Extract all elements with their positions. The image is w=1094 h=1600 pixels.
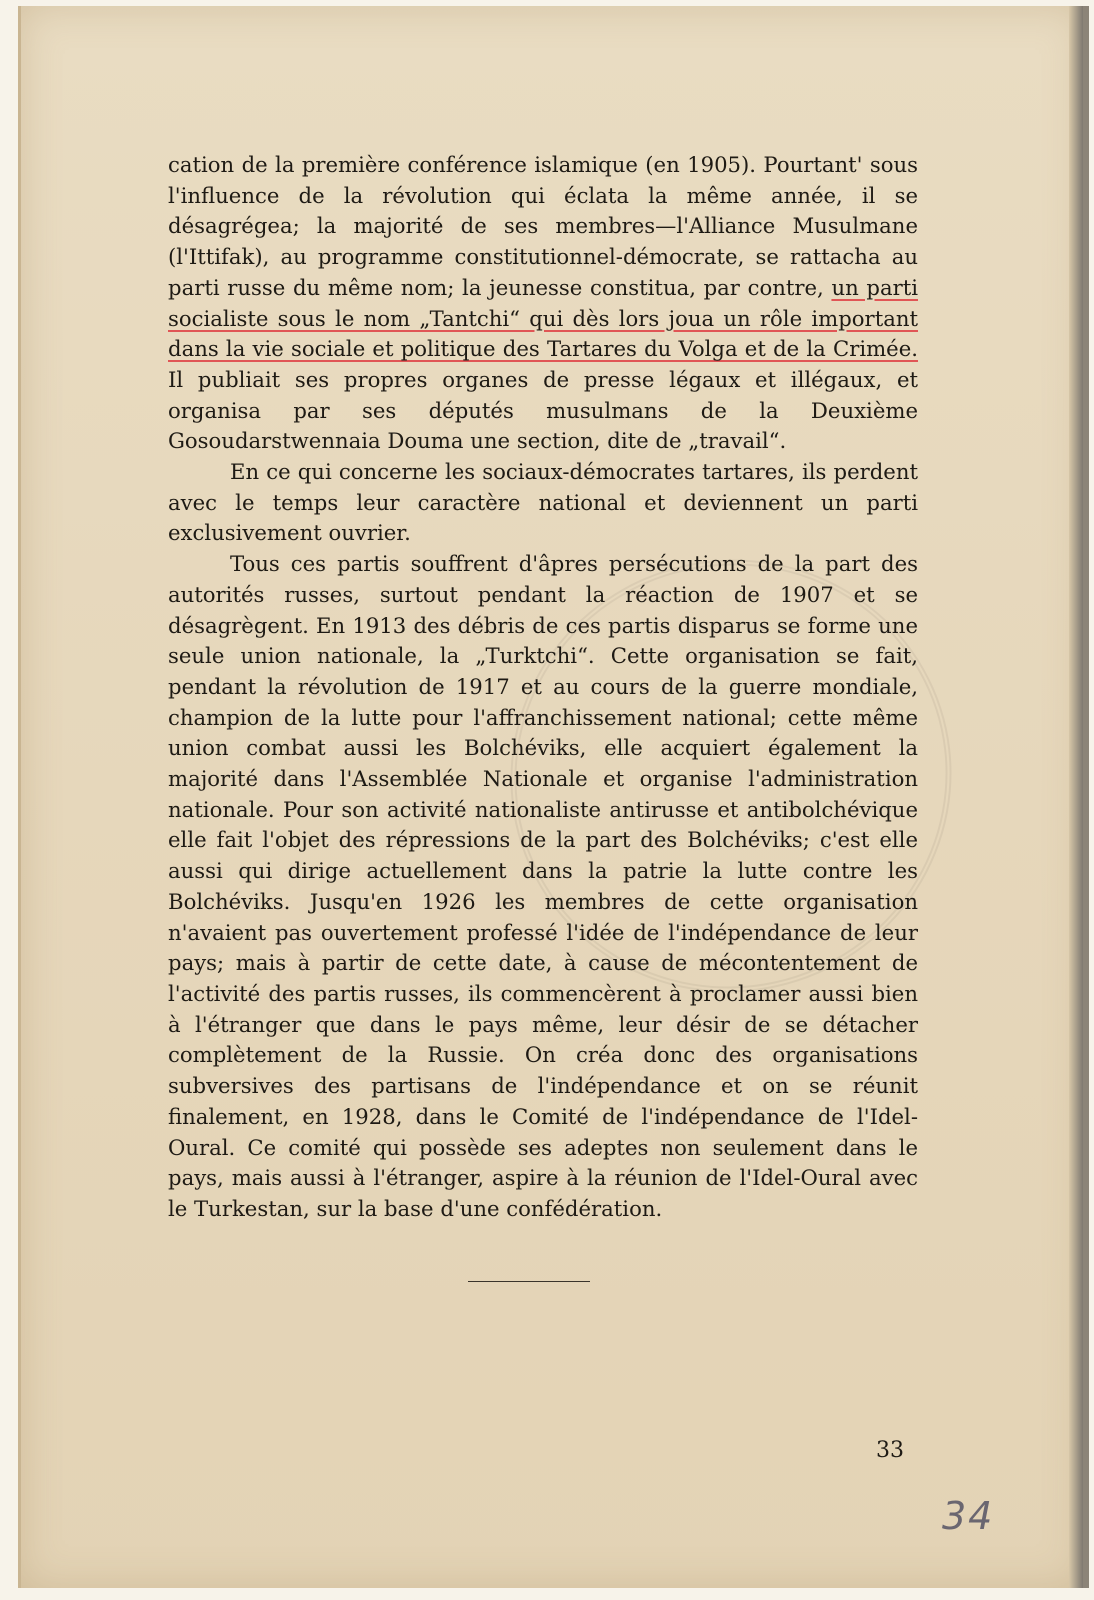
page-edge bbox=[1069, 6, 1083, 1588]
page-number: 33 bbox=[876, 1438, 904, 1463]
text-segment: En ce qui concerne les sociaux-démocrates tartares, ils perdent avec le temps leur caractère national et deviennent un parti exclusivement ouvrier. bbox=[168, 459, 918, 546]
paragraph-3 bbox=[168, 549, 918, 1224]
text-segment: cation de la première conférence islamique (en 1905). Pourtant' sous l'influence de la révolution qui éclata la même année, il se désagrégea; la majorité de ses membres—l'Alliance Musulmane (l'Ittifak), au programme constitutionnel-démocrate, se rattacha au parti russe du même nom; la jeunesse constitua, par contre, bbox=[168, 152, 918, 300]
body-text bbox=[168, 150, 918, 1225]
handwritten-page-number: 34 bbox=[942, 1494, 995, 1538]
highlighted-passage: un parti socialiste sous le nom „Tantchi“ qui dès lors joua un rôle important dans la vie sociale et politique des Tartares du Volga et de la Crimée. bbox=[168, 274, 918, 362]
text-segment: Il publiait ses propres organes de presse légaux et illégaux, et organisa par ses députés musulmans de la Deuxième Gosoudarstwennaia Douma une section, dite de „travail“. bbox=[168, 366, 918, 454]
paragraph-1 bbox=[168, 150, 918, 457]
section-divider bbox=[468, 1281, 590, 1282]
paragraph-2 bbox=[168, 457, 918, 549]
text-segment: Tous ces partis souffrent d'âpres persécutions de la part des autorités russes, surtout pendant la réaction de 1907 et se désagrègent. En 1913 des débris de ces partis disparus se forme une seule union nationale, la „Turktchi“. Cette organisation se fait, pendant la révolution de 1917 et au cours de la guerre mondiale, champion de la lutte pour l'affranchissement national; cette même union combat aussi les Bolchéviks, elle acquiert également la majorité dans l'Assemblée Nationale et organise l'administration nationale. Pour son activité nationaliste antirusse et antibolchévique elle fait l'objet des répressions de la part des Bolchéviks; c'est elle aussi qui dirige actuellement dans la patrie la lutte contre les Bolchéviks. Jusqu'en 1926 les membres de cette organisation n'avaient pas ouvertement professé l'idée de l'indépendance de leur pays; mais à partir de cette date, à cause de mécontentement de l'activité des partis russes, ils commencèrent à proclamer aussi bien à l'étranger que dans le pays même, leur désir de se détacher complètement de la Russie. On créa donc des organisations subversives des partisans de l'indépendance et on se réunit finalement, en 1928, dans le Comité de l'indépendance de l'Idel-Oural. Ce comité qui possède ses adeptes non seulement dans le pays, mais aussi à l'étranger, aspire à la réunion de l'Idel-Oural avec le Turkestan, sur la base d'une confédération. bbox=[168, 551, 918, 1221]
